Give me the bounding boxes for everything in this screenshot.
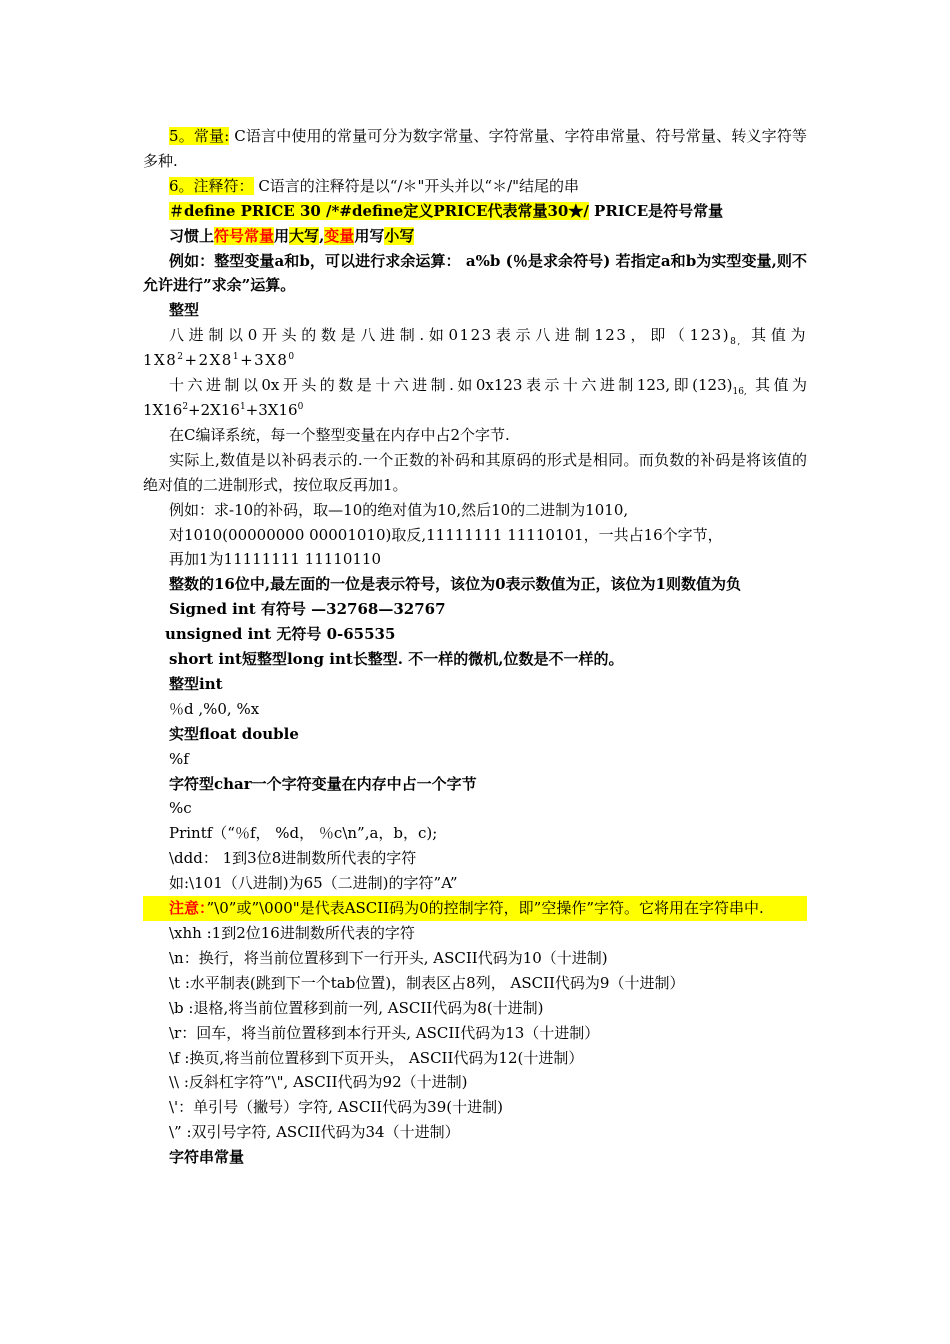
- escape-xhh: \xhh :1到2位16进制数所代表的字符: [169, 924, 415, 942]
- octal-text: 其值为1X8: [143, 326, 807, 370]
- hex-text: +3X16: [245, 400, 298, 419]
- hex-text: 其值为1X16: [143, 376, 807, 419]
- heading-constants: 5。常量:: [169, 127, 230, 145]
- escape-backspace: \b :退格,将当前位置移到前一列, ASCII代码为8(十进制): [169, 998, 544, 1017]
- escape-ddd-example: 如:\101（八进制)为65（二进制)的字符”A”: [169, 874, 458, 893]
- octal-text: +3X8: [240, 351, 289, 370]
- paragraph-unsigned-int: unsigned int 无符号 0-65535: [165, 625, 396, 644]
- escape-return: \r：回车，将当前位置移到本行开头, ASCII代码为13（十进制）: [169, 1023, 600, 1042]
- paragraph-example-2: 对1010(00000000 00001010)取反,11111111 11110101，一共占16个字节，: [169, 525, 723, 544]
- paragraph-convention: [143, 224, 807, 249]
- convention-text: 用写: [354, 226, 385, 245]
- octal-exponent: 0: [288, 352, 296, 363]
- convention-lowercase: 小写: [384, 226, 415, 245]
- escape-tab: \t :水平制表(跳到下一个tab位置)，制表区占8列， ASCII代码为9（十进制）: [169, 973, 685, 992]
- escape-ddd: \ddd： 1到3位8进制数所代表的字符: [169, 849, 417, 868]
- comments-text: C语言的注释符是以“/＊"开头并以“＊/"结尾的串: [253, 176, 580, 195]
- escape-newline: \n：换行，将当前位置移到下一行开头, ASCII代码为10（十进制): [169, 948, 608, 967]
- octal-exponent: 2: [177, 352, 185, 363]
- escape-double-quote: \” :双引号字符, ASCII代码为34（十进制）: [169, 1123, 460, 1142]
- convention-variable: 变量: [324, 226, 355, 245]
- convention-symbol-const: 符号常量: [214, 226, 275, 245]
- paragraph-example-3: 再加1为11111111 11110110: [169, 550, 382, 569]
- paragraph-null-note: [143, 896, 807, 921]
- paragraph-comments: [143, 174, 807, 199]
- convention-uppercase: 大写: [289, 226, 320, 245]
- paragraph-octal: [143, 323, 807, 373]
- paragraph-twos-complement: 实际上,数值是以补码表示的.一个正数的补码和其原码的形式是相同。而负数的补码是将该值的绝对值的二进制形式，按位取反再加1。: [143, 450, 807, 494]
- format-float: %f: [169, 749, 189, 768]
- paragraph-hex: [143, 373, 807, 423]
- note-label: 注意：: [169, 899, 207, 918]
- hex-exponent: 0: [297, 401, 304, 412]
- paragraph-short-long: short int短整型long int长整型. 不一样的微机,位数是不一样的。: [169, 650, 624, 669]
- paragraph-modulo: 例如：整型变量a和b，可以进行求余运算： a%b (％是求余符号) 若指定a和b为实型变量,则不允许进行”求余”运算。: [143, 251, 807, 295]
- convention-text: ,: [319, 226, 325, 245]
- heading-char-type: 字符型char一个字符变量在内存中占一个字节: [169, 774, 477, 793]
- octal-subscript: 8,: [730, 337, 742, 348]
- octal-text: +2X8: [184, 351, 233, 370]
- heading-string-constant: 字符串常量: [169, 1148, 245, 1167]
- constants-text: C语言中使用的常量可分为数字常量、字符常量、字符串常量、符号常量、转义字符等多种.: [143, 127, 807, 170]
- define-code: ＃define PRICE 30 /*#define定义PRICE代表常量30★/: [169, 201, 589, 220]
- paragraph-signed-int: Signed int 有符号 —32768—32767: [169, 600, 446, 619]
- hex-exponent: 1: [239, 401, 246, 412]
- note-text: ”\0”或”\000"是代表ASCII码为0的控制字符，即”空操作”字符。它将用在字符串中.: [206, 899, 764, 918]
- paragraph-define: [143, 199, 807, 224]
- format-char: %c: [169, 799, 192, 818]
- hex-text: +2X16: [188, 400, 240, 419]
- octal-exponent: 1: [232, 352, 241, 363]
- convention-text: 习惯上: [169, 226, 215, 245]
- escape-single-quote: \'：单引号（撇号）字符, ASCII代码为39(十进制): [169, 1098, 503, 1117]
- format-int: ％d ,%0, %x: [169, 699, 260, 718]
- hex-exponent: 2: [182, 401, 189, 412]
- paragraph-constants: [143, 124, 807, 174]
- printf-example: Printf（“％f， %d， ％c\n”,a，b，c);: [169, 824, 438, 843]
- hex-text: 十六进制以0x开头的数是十六进制.如0x123表示十六进制123,即(123): [169, 376, 733, 395]
- paragraph-int-size: 在C编译系统，每一个整型变量在内存中占2个字节.: [169, 425, 510, 444]
- heading-comments: 6。注释符：: [169, 176, 254, 195]
- paragraph-example-1: 例如：求-10的补码，取—10的绝对值为10,然后10的二进制为1010,: [169, 500, 629, 519]
- heading-float-type: 实型float double: [169, 724, 299, 743]
- heading-int-type: 整型int: [169, 674, 223, 693]
- octal-text: 八进制以0开头的数是八进制.如0123表示八进制123，即（123): [169, 326, 731, 345]
- define-note: PRICE是符号常量: [588, 201, 724, 220]
- escape-formfeed: \f :换页,将当前位置移到下页开头， ASCII代码为12(十进制）: [169, 1048, 584, 1067]
- convention-text: 用: [274, 226, 290, 245]
- paragraph-sign-bit: 整数的16位中,最左面的一位是表示符号，该位为0表示数值为正，该位为1则数值为负: [169, 575, 741, 594]
- heading-integer: 整型: [169, 301, 200, 320]
- hex-subscript: 16,: [732, 387, 747, 398]
- escape-backslash: \\ :反斜杠字符”\", ASCII代码为92（十进制): [169, 1073, 468, 1092]
